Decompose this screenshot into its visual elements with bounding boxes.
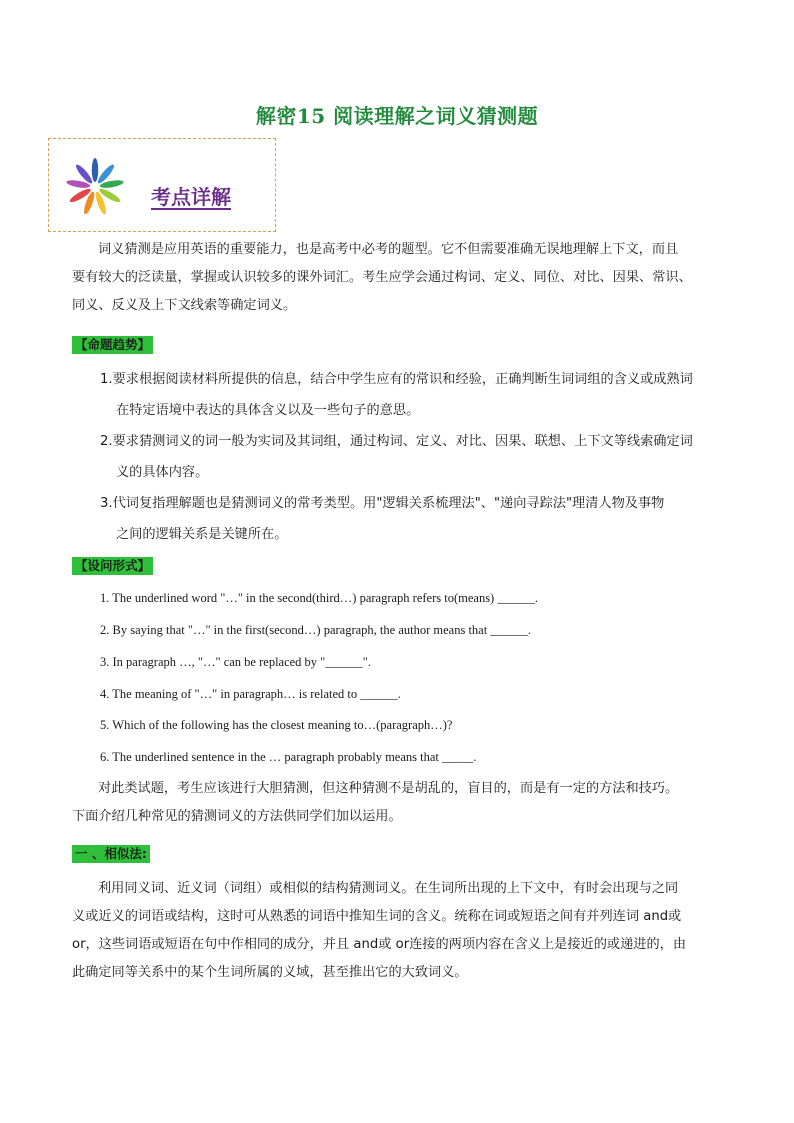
intro-line — [72, 292, 724, 320]
section-header-box — [48, 138, 276, 232]
method-line-text: 利用同义词、近义词（词组）或相似的结构猜测词义。在生词所出现的上下文中，有时会出现与之同 — [98, 881, 679, 896]
summary-line-text: 下面介绍几种常见的猜测词义的方法供同学们加以运用。 — [72, 809, 402, 824]
flower-logo-icon — [63, 155, 127, 219]
intro-line-text: 词义猜测是应用英语的重要能力，也是高考中必考的题型。它不但需要准确无误地理解上下文，而且 — [98, 242, 679, 257]
intro-line — [72, 236, 724, 264]
method-line-text: 义或近义的词语或结构，这时可从熟悉的词语中推知生词的含义。统称在词或短语之间有并列连词 and或 — [72, 909, 682, 924]
intro-line-text: 同义、反义及上下文线索等确定词义。 — [72, 298, 297, 313]
trend-line: 1.要求根据阅读材料所提供的信息，结合中学生应有的常识和经验，正确判断生词词组的含义或成熟词 — [100, 372, 693, 387]
trend-line: 之间的逻辑关系是关键所在。 — [116, 527, 288, 542]
method-line-text: 此确定同等关系中的某个生词所属的义域，甚至推出它的大致词义。 — [72, 965, 468, 980]
section-label: 考点详解 — [151, 185, 231, 209]
summary-line — [72, 775, 724, 803]
form-tag: 【设问形式】 — [72, 557, 153, 575]
trend-line: 2.要求猜测词义的词一般为实词及其词组，通过构词、定义、对比、因果、联想、上下文等线索确定词 — [100, 434, 693, 449]
trend-line: 3.代词复指理解题也是猜测词义的常考类型。用"逻辑关系梳理法"、"递向寻踪法"理清人物及事物 — [100, 496, 665, 511]
trend-item — [100, 488, 724, 550]
method-line — [72, 903, 724, 931]
method-line — [72, 959, 724, 987]
method-paragraph — [72, 875, 724, 987]
intro-line — [72, 264, 724, 292]
method-line — [72, 875, 724, 903]
intro-line-text: 要有较大的泛读量，掌握或认识较多的课外词汇。考生应学会通过构词、定义、同位、对比、因果、常识、 — [72, 270, 692, 285]
question-item: 2. By saying that "…" in the first(second…) paragraph, the author means that ______. — [100, 623, 531, 637]
summary-paragraph — [72, 775, 724, 831]
trend-item — [100, 364, 724, 426]
method-line-text: or，这些词语或短语在句中作相同的成分，并且 and或 or连接的两项内容在含义上是接近的或递进的，由 — [72, 937, 687, 952]
question-item: 6. The underlined sentence in the … paragraph probably means that _____. — [100, 750, 477, 764]
page-title: 解密15 阅读理解之词义猜测题 — [255, 104, 539, 128]
question-item: 1. The underlined word "…" in the second(third…) paragraph refers to(means) ______. — [100, 591, 538, 605]
question-item: 5. Which of the following has the closest meaning to…(paragraph…)? — [100, 718, 453, 732]
question-item: 4. The meaning of "…" in paragraph… is related to ______. — [100, 687, 401, 701]
trend-line: 在特定语境中表达的具体含义以及一些句子的意思。 — [116, 403, 420, 418]
trend-item — [100, 426, 724, 488]
trend-tag: 【命题趋势】 — [72, 336, 153, 354]
summary-line — [72, 803, 724, 831]
method-tag: 一 、相似法: — [72, 845, 150, 863]
method-line — [72, 931, 724, 959]
trend-line: 义的具体内容。 — [116, 465, 209, 480]
summary-line-text: 对此类试题，考生应该进行大胆猜测，但这种猜测不是胡乱的，盲目的，而是有一定的方法和技巧。 — [98, 781, 679, 796]
intro-paragraph — [72, 236, 724, 320]
question-item: 3. In paragraph …, "…" can be replaced by "______". — [100, 655, 372, 669]
